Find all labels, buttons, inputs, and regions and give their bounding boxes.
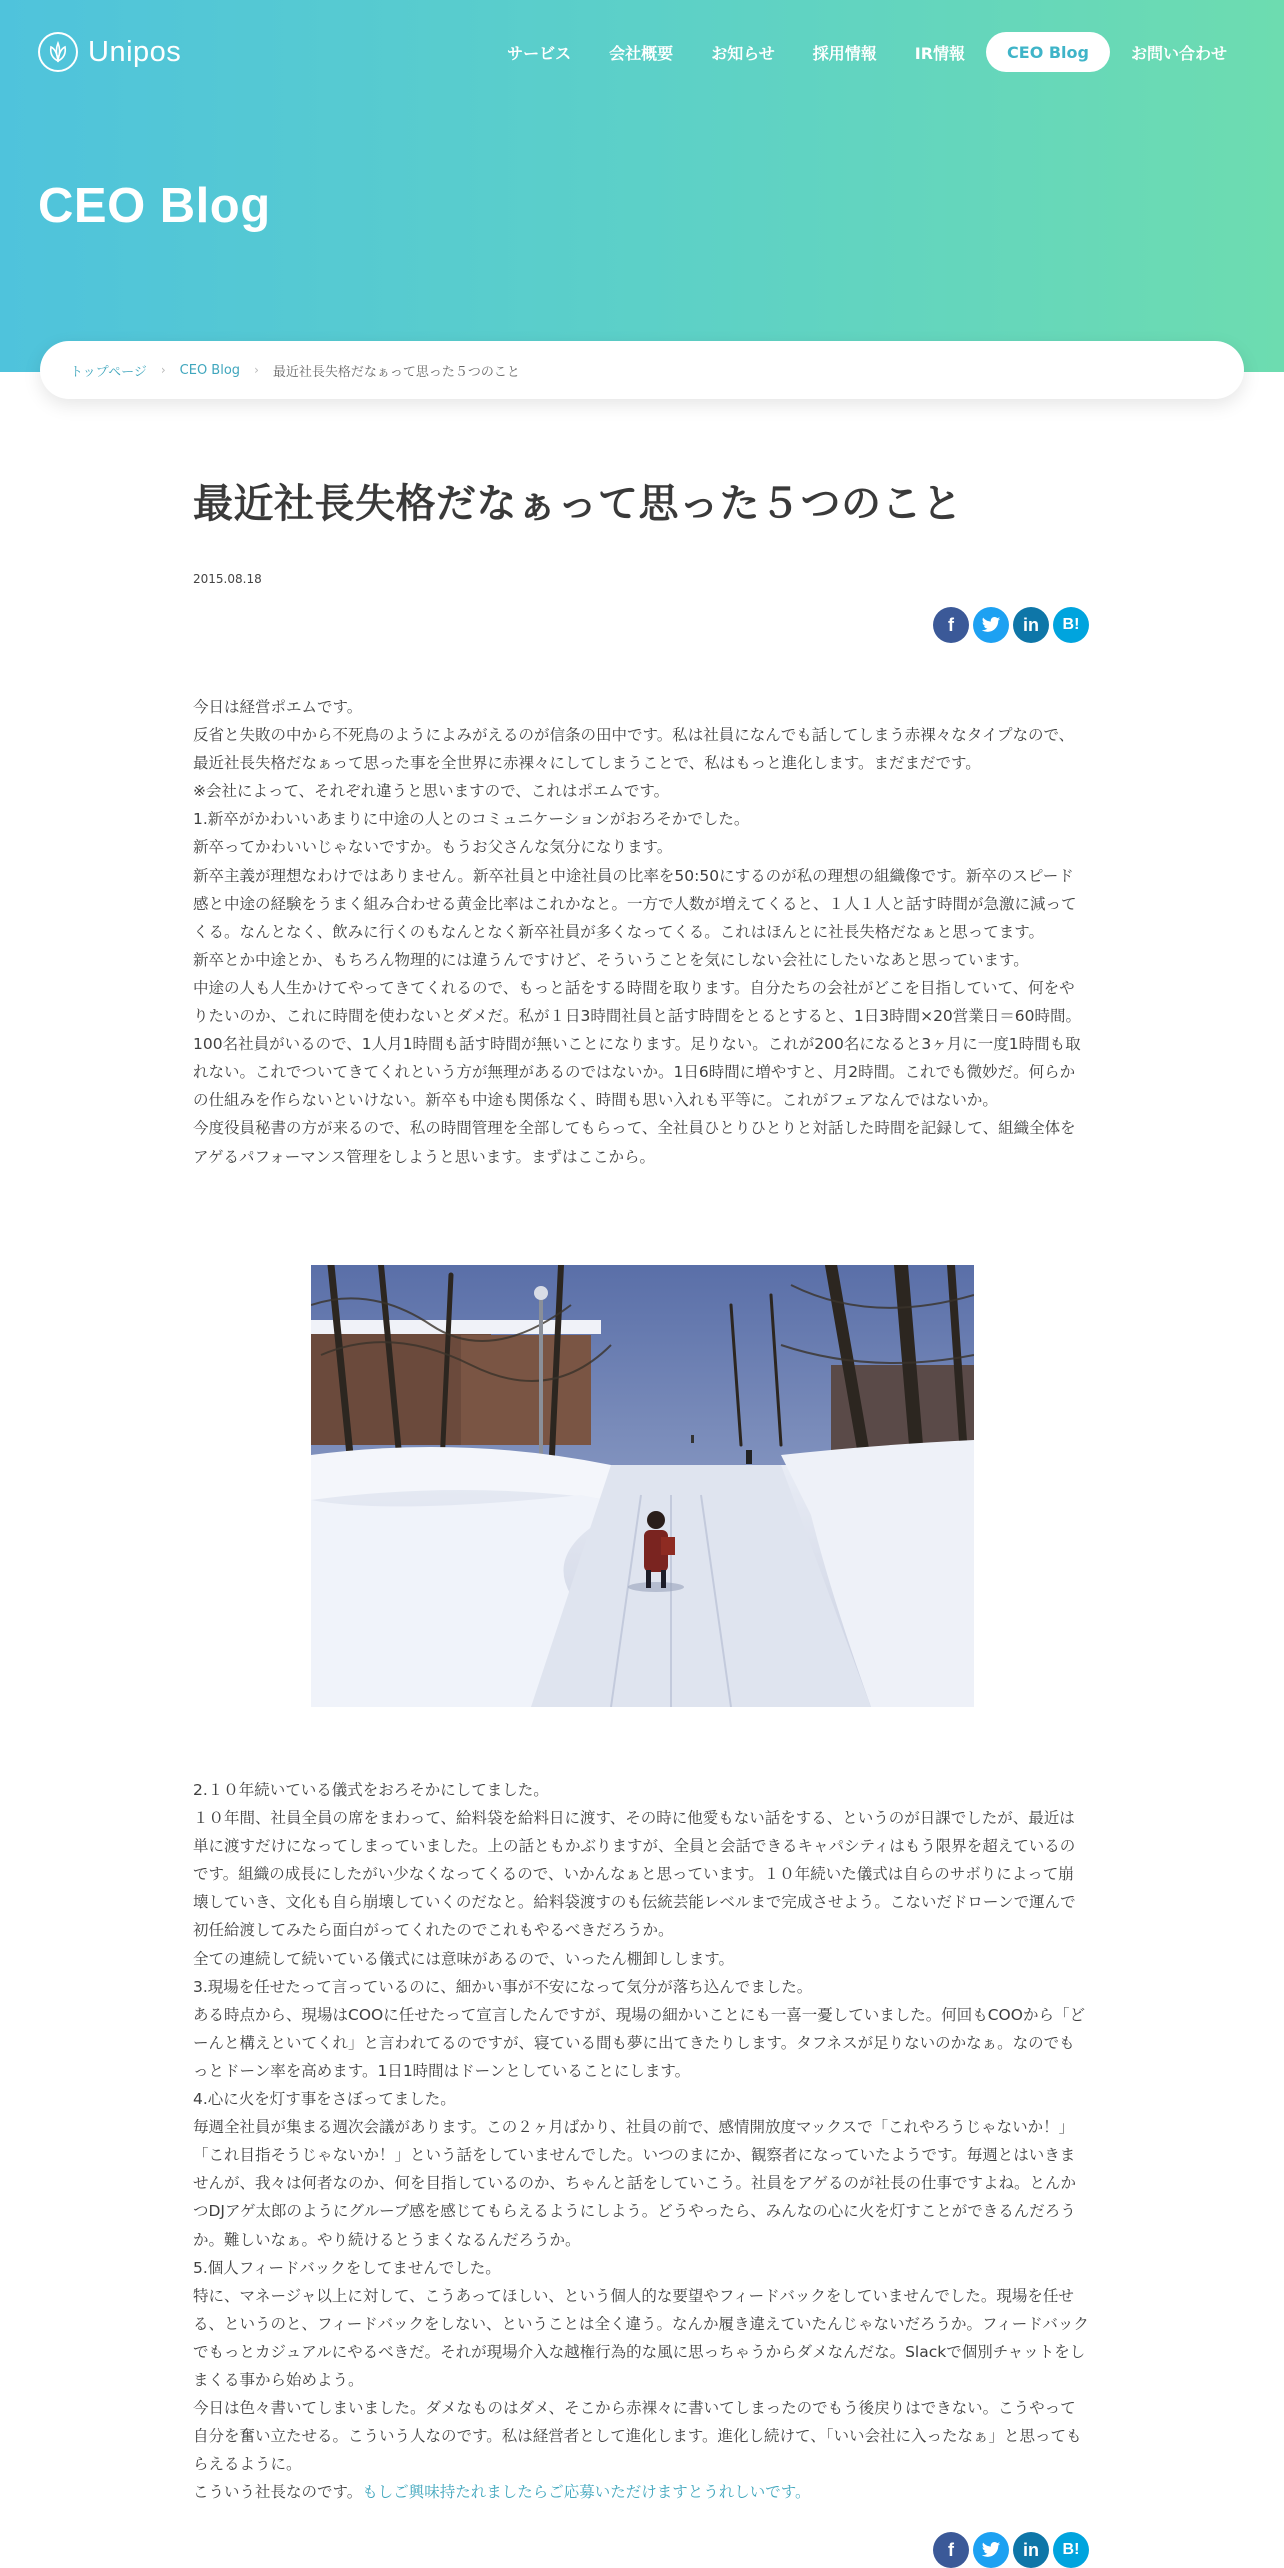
hatena-bookmark-button[interactable]	[1053, 607, 1089, 643]
paragraph: 2.１０年続いている儀式をおろそかにしてました。	[193, 1781, 549, 1799]
paragraph: 今度役員秘書の方が来るので、私の時間管理を全部してもらって、全社員ひとりひとりと対話した時間を記録して、組織全体をアゲるパフォーマンス管理をしようと思います。まずはここから。	[193, 1119, 1076, 1166]
logo[interactable]	[38, 32, 181, 72]
paragraph: 新卒主義が理想なわけではありません。新卒社員と中途社員の比率を50:50にするのが私の理想の組織像です。新卒のスピード感と中途の経験をうまく組み合わせる黄金比率はこれかなと。一方で人数が増えてくると、１人１人と話す時間が急激に減ってくる。なんとなく、飲みに行くのもなんとなく新卒社員が多くなってくる。これはほんとに社長失格だなぁと思ってます。	[193, 866, 1077, 941]
hatena-icon: B!	[1062, 2541, 1080, 2558]
nav-item-company[interactable]: 会社概要	[609, 43, 674, 63]
share-buttons-bottom	[933, 2532, 1089, 2568]
hatena-icon: B!	[1062, 616, 1080, 633]
linkedin-share-button[interactable]	[1013, 2532, 1049, 2568]
twitter-share-button[interactable]	[973, 607, 1009, 643]
article-date: 2015.08.18	[193, 572, 262, 586]
paragraph: 今日は色々書いてしまいました。ダメなものはダメ、そこから赤裸々に書いてしまったのでもう後戻りはできない。こうやって自分を奮い立たせる。こういう人なのです。私は経営者として進化します。進化し続けて、「いい会社に入ったなぁ」と思ってもらえるように。	[193, 2399, 1082, 2474]
article-body-part1	[193, 693, 1089, 1171]
paragraph: 5.個人フィードバックをしてませんでした。	[193, 2258, 501, 2277]
twitter-icon	[981, 616, 1001, 634]
logo-text: Unipos	[88, 35, 182, 68]
recruit-link[interactable]: もしご興味持たれましたらご応募いただけますとうれしいです。	[362, 2483, 811, 2502]
breadcrumb	[40, 341, 1244, 399]
main-nav	[488, 32, 1246, 72]
paragraph: 1.新卒がかわいいあまりに中途の人とのコミュニケーションがおろそかでした。	[193, 810, 750, 829]
paragraph: 新卒ってかわいいじゃないですか。もうお父さんな気分になります。	[193, 838, 673, 857]
nav-item-recruit[interactable]: 採用情報	[812, 43, 877, 63]
share-buttons-top	[933, 607, 1089, 643]
nav-item-news[interactable]: お知らせ	[711, 43, 775, 63]
paragraph: ※会社によって、それぞれ違うと思いますので、これはポエムです。	[193, 782, 670, 801]
paragraph: ある時点から、現場はCOOに任せたって宣言したんですが、現場の細かいことにも一喜一憂していました。何回もCOOから「どーんと構えといてくれ」と言われてるのですが、寝ている間も夢に出てきたりします。タフネスが足りないのかなぁ。なのでもっとドーン率を高めます。1日1時間はドーンとしていることにします。	[193, 2005, 1085, 2080]
closing-paragraph	[193, 2478, 1089, 2506]
article-header	[193, 478, 1089, 586]
paragraph: 全ての連続して続いている儀式には意味があるので、いったん棚卸しします。	[193, 1949, 734, 1968]
twitter-icon	[981, 2541, 1001, 2559]
paragraph: 3.現場を任せたって言っているのに、細かい事が不安になって気分が落ち込んでました。	[193, 1977, 813, 1996]
linkedin-share-button[interactable]	[1013, 607, 1049, 643]
closing-text: こういう社長なのです。	[193, 2483, 363, 2502]
article-body-part2	[193, 1776, 1089, 2506]
page-header	[0, 0, 1284, 372]
paragraph: 反省と失敗の中から不死鳥のようによみがえるのが信条の田中です。私は社員になんでも話してしまう赤裸々なタイプなので、最近社長失格だなぁって思った事を全世界に赤裸々にしてしまうことで、私はもっと進化します。まだまだです。	[193, 726, 1075, 773]
hero-title: CEO Blog	[38, 179, 271, 233]
breadcrumb-section-link[interactable]: CEO Blog	[179, 362, 241, 378]
paragraph: 毎週全社員が集まる週次会議があります。この２ヶ月ばかり、社員の前で、感情開放度マックスで「これやろうじゃないか！」「これ目指そうじゃないか！」という話をしていませんでした。いつのまにか、観察者になっていたようです。毎週とはいきませんが、我々は何者なのか、何を目指しているのか、ちゃんと話をしていこう。社員をアゲるのが社長の仕事ですよね。とんかつDJアゲ太郎のようにグルーブ感を感じてもらえるようにしよう。どうやったら、みんなの心に火を灯すことができるんだろうか。難しいなぁ。やり続けるとうまくなるんだろうか。	[193, 2118, 1077, 2249]
facebook-icon: f	[948, 614, 954, 635]
nav-item-contact[interactable]: お問い合わせ	[1130, 43, 1227, 63]
hatena-bookmark-button[interactable]	[1053, 2532, 1089, 2568]
nav-item-ceo-blog[interactable]: CEO Blog	[986, 32, 1110, 72]
linkedin-icon: in	[1023, 2539, 1039, 2560]
paragraph: 4.心に火を灯す事をさぼってました。	[193, 2090, 456, 2109]
article-title: 最近社長失格だなぁって思った５つのこと	[193, 481, 963, 527]
nav-item-ir[interactable]: IR情報	[914, 43, 966, 63]
chevron-right-icon: ›	[254, 363, 259, 377]
breadcrumb-home-link[interactable]: トップページ	[70, 364, 147, 380]
linkedin-icon: in	[1023, 614, 1039, 635]
paragraph: 中途の人も人生かけてやってきてくれるので、もっと話をする時間を取ります。自分たちの会社がどこを目指していて、何をやりたいのか、これに時間を使わないとダメだ。私が１日3時間社員と話す時間をとるとすると、1日3時間×20営業日＝60時間。100名社員がいるので、1人月1時間も話す時間が無いことになります。足りない。これが200名になると3ヶ月に一度1時間も取れない。これでついてきてくれという方が無理があるのではないか。1日6時間に増やすと、月2時間。これでも微妙だ。何らかの仕組みを作らないといけない。新卒も中途も関係なく、時間も思い入れも平等に。これがフェアなんではないか。	[193, 978, 1082, 1110]
facebook-share-button[interactable]	[933, 607, 969, 643]
logo-icon	[38, 32, 78, 72]
breadcrumb-current: 最近社長失格だなぁって思った５つのこと	[272, 364, 520, 380]
chevron-right-icon: ›	[160, 363, 166, 377]
twitter-share-button[interactable]	[973, 2532, 1009, 2568]
paragraph: １０年間、社員全員の席をまわって、給料袋を給料日に渡す、その時に他愛もない話をする、というのが日課でしたが、最近は単に渡すだけになってしまっていました。上の話ともかぶりますが、全員と会話できるキャパシティはもう限界を超えているのです。組織の成長にしたがい少なくなってくるので、いかんなぁと思っています。１０年続いた儀式は自らのサボりによって崩壊していき、文化も自ら崩壊していくのだなと。給料袋渡すのも伝統芸能レベルまで完成させよう。こないだドローンで運んで初任給渡してみたら面白がってくれたのでこれもやるべきだろうか。	[193, 1809, 1076, 1940]
facebook-icon: f	[948, 2539, 954, 2560]
paragraph: 特に、マネージャ以上に対して、こうあってほしい、という個人的な要望やフィードバックをしていませんでした。現場を任せる、というのと、フィードバックをしない、ということは全く違う。なんか履き違えていたんじゃないだろうか。フィードバックでもっとカジュアルにやるべきだ。それが現場介入な越権行為的な風に思っちゃうからダメなんだな。Slackで個別チャットをしまくる事から始めよう。	[193, 2286, 1089, 2389]
article-photo	[311, 1265, 974, 1707]
nav-item-services[interactable]: サービス	[507, 43, 572, 63]
facebook-share-button[interactable]	[933, 2532, 969, 2568]
paragraph: 新卒とか中途とか、もちろん物理的には違うんですけど、そういうことを気にしない会社にしたいなあと思っています。	[193, 950, 1029, 969]
paragraph: 今日は経営ポエムです。	[193, 698, 363, 716]
